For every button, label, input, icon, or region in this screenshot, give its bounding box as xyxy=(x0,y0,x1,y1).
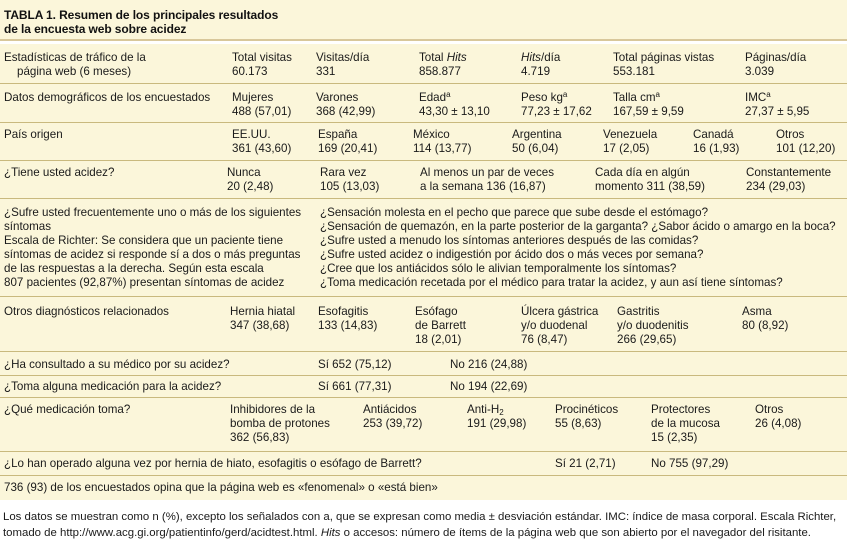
richter-question: ¿Sensación molesta en el pecho que parece que sube desde el estómago? xyxy=(320,206,709,219)
pais-canada-value: 16 (1,93) xyxy=(693,142,740,155)
demo-mujeres-value: 488 (57,01) xyxy=(232,105,292,118)
trafico-visitas-dia-header: Visitas/día xyxy=(316,51,370,64)
richter-left-line: síntomas de acidez si responde sí a dos o más preguntas xyxy=(4,248,301,261)
richter-question: ¿Sufre usted a menudo los síntomas anteriores después de las comidas? xyxy=(320,234,699,247)
operado-si: Sí 21 (2,71) xyxy=(555,457,616,470)
trafico-paginas-dia-header: Páginas/día xyxy=(745,51,807,64)
med-protectores-header-2: de la mucosa xyxy=(651,417,720,430)
richter-left-line: Escala de Richter: Se considera que un paciente tiene xyxy=(4,234,284,247)
otros-diag-label: Otros diagnósticos relacionados xyxy=(4,305,169,318)
diag-barrett-header-2: de Barrett xyxy=(415,319,466,332)
pais-eeuu-header: EE.UU. xyxy=(232,128,271,141)
med-ibp-header-2: bomba de protones xyxy=(230,417,330,430)
diag-gastritis-header-2: y/o duodenitis xyxy=(617,319,689,332)
diag-ulcera-header: Úlcera gástrica xyxy=(521,305,599,318)
footnote-line1: Los datos se muestran como n (%), excepto los señalados con a, que se expresan como media ± desviación estándar. IMC: índice de masa corporal. Escala Richter, xyxy=(3,511,837,523)
trafico-total-hits-value: 858.877 xyxy=(419,65,461,78)
acidez-rara-vez-header: Rara vez xyxy=(320,166,367,179)
demo-peso-value: 77,23 ± 17,62 xyxy=(521,105,592,118)
med-protectores-header: Protectores xyxy=(651,403,711,416)
opinion-text: 736 (93) de los encuestados opina que la página web es «fenomenal» o «está bien» xyxy=(4,481,438,494)
diag-gastritis-header: Gastritis xyxy=(617,305,660,318)
pais-argentina-value: 50 (6,04) xyxy=(512,142,559,155)
diag-esofagitis-header: Esofagitis xyxy=(318,305,369,318)
demo-varones-value: 368 (42,99) xyxy=(316,105,376,118)
diag-hernia-value: 347 (38,68) xyxy=(230,319,290,332)
acidez-cada-dia-value: momento 311 (38,59) xyxy=(595,180,705,193)
med-antih2-value: 191 (29,98) xyxy=(467,417,527,430)
pais-venezuela-value: 17 (2,05) xyxy=(603,142,650,155)
richter-left-line: de las respuestas a la derecha. Según esta escala xyxy=(4,262,264,275)
pais-mexico-value: 114 (13,77) xyxy=(413,142,472,155)
row-divider xyxy=(0,83,847,84)
med-ibp-header: Inhibidores de la xyxy=(230,403,316,416)
diag-gastritis-value: 266 (29,65) xyxy=(617,333,677,346)
trafico-paginas-dia-value: 3.039 xyxy=(745,65,775,78)
acidez-par-veces-value: a la semana 136 (16,87) xyxy=(420,180,546,193)
diag-ulcera-value: 76 (8,47) xyxy=(521,333,568,346)
med-otros-header: Otros xyxy=(755,403,784,416)
trafico-paginas-value: 553.181 xyxy=(613,65,655,78)
medicacion-label: ¿Toma alguna medicación para la acidez? xyxy=(4,380,222,393)
operado-label: ¿Lo han operado alguna vez por hernia de hiato, esofagitis o esófago de Barrett? xyxy=(4,457,422,470)
row-divider xyxy=(0,198,847,199)
richter-question: ¿Sufre usted acidez o indigestión por ácido dos o más veces por semana? xyxy=(320,248,704,261)
consultado-no: No 216 (24,88) xyxy=(450,358,528,371)
demo-peso-header: Peso $kg^a$ xyxy=(521,90,568,104)
demo-imc-header: IMC$^a$ xyxy=(745,90,771,104)
medicacion-si: Sí 661 (77,31) xyxy=(318,380,392,393)
richter-left-line: síntomas xyxy=(4,220,52,233)
pais-otros-value: 101 (12,20) xyxy=(776,142,836,155)
demo-talla-header: Talla $cm^a$ xyxy=(613,90,660,104)
pais-espana-value: 169 (20,41) xyxy=(318,142,378,155)
row-divider xyxy=(0,451,847,452)
consultado-label: ¿Ha consultado a su médico por su acidez? xyxy=(4,358,230,371)
row-divider xyxy=(0,475,847,476)
table-title-line1: TABLA 1. Resumen de los principales resultados xyxy=(4,8,279,22)
diag-ulcera-header-2: y/o duodenal xyxy=(521,319,588,332)
med-protectores-value: 15 (2,35) xyxy=(651,431,698,444)
pais-otros-header: Otros xyxy=(776,128,805,141)
demo-mujeres-header: Mujeres xyxy=(232,91,274,104)
trafico-label: Estadísticas de tráfico de la xyxy=(4,51,146,64)
acidez-constantemente-header: Constantemente xyxy=(746,166,832,179)
med-procineticos-header: Procinéticos xyxy=(555,403,619,416)
pais-label: País origen xyxy=(4,128,63,141)
diag-asma-value: 80 (8,92) xyxy=(742,319,789,332)
pais-espana-header: España xyxy=(318,128,358,141)
med-otros-value: 26 (4,08) xyxy=(755,417,802,430)
row-divider xyxy=(0,160,847,161)
pais-mexico-header: México xyxy=(413,128,450,141)
med-procineticos-value: 55 (8,63) xyxy=(555,417,602,430)
diag-barrett-value: 18 (2,01) xyxy=(415,333,462,346)
consultado-si: Sí 652 (75,12) xyxy=(318,358,392,371)
trafico-label-2: página web (6 meses) xyxy=(17,65,132,78)
operado-no: No 755 (97,29) xyxy=(651,457,729,470)
med-antiacidos-value: 253 (39,72) xyxy=(363,417,423,430)
richter-left-line: 807 pacientes (92,87%) presentan síntomas de acidez xyxy=(4,276,285,289)
row-divider xyxy=(0,375,847,376)
diag-barrett-header: Esófago xyxy=(415,305,458,318)
richter-question: ¿Cree que los antiácidos sólo le alivian temporalmente los síntomas? xyxy=(320,262,677,275)
trafico-hits-dia-value: 4.719 xyxy=(521,65,551,78)
que-medicacion-label: ¿Qué medicación toma? xyxy=(4,403,131,416)
demo-edad-header: Edad$^a$ xyxy=(419,90,451,104)
pais-eeuu-value: 361 (43,60) xyxy=(232,142,292,155)
row-divider xyxy=(0,397,847,398)
pais-argentina-header: Argentina xyxy=(512,128,562,141)
trafico-paginas-header: Total páginas vistas xyxy=(613,51,715,64)
med-antiacidos-header: Antiácidos xyxy=(363,403,417,416)
diag-esofagitis-value: 133 (14,83) xyxy=(318,319,378,332)
acidez-nunca-value: 20 (2,48) xyxy=(227,180,274,193)
richter-question: ¿Toma medicación recetada por el médico para tratar la acidez, y aun así tiene síntomas? xyxy=(320,276,783,289)
diag-asma-header: Asma xyxy=(742,305,772,318)
acidez-par-veces-header: Al menos un par de veces xyxy=(420,166,555,179)
trafico-total-hits-header: Total Hits xyxy=(419,51,467,64)
demo-varones-header: Varones xyxy=(316,91,359,104)
med-ibp-value: 362 (56,83) xyxy=(230,431,290,444)
pais-venezuela-header: Venezuela xyxy=(603,128,658,141)
trafico-total-visitas-value: 60.173 xyxy=(232,65,268,78)
med-antih2-header: Anti-$H_2$ xyxy=(467,403,504,417)
demograficos-label: Datos demográficos de los encuestados xyxy=(4,91,211,104)
table-title-line2: de la encuesta web sobre acidez xyxy=(4,22,187,36)
table-title xyxy=(0,0,847,41)
acidez-label: ¿Tiene usted acidez? xyxy=(4,166,115,179)
trafico-total-visitas-header: Total visitas xyxy=(232,51,292,64)
row-divider xyxy=(0,296,847,297)
footnote-line2: tomado de http://www.acg.gi.org/patientinfo/gerd/acidtest.html. Hits o accesos: número de ítems de la página web que son abierto por el navegador del risitante. xyxy=(3,527,811,539)
row-divider xyxy=(0,351,847,352)
acidez-cada-dia-header: Cada día en algún xyxy=(595,166,690,179)
acidez-rara-vez-value: 105 (13,03) xyxy=(320,180,380,193)
diag-hernia-header: Hernia hiatal xyxy=(230,305,296,318)
table-body xyxy=(0,44,847,500)
demo-imc-value: 27,37 ± 5,95 xyxy=(745,105,810,118)
demo-talla-value: 167,59 ± 9,59 xyxy=(613,105,684,118)
acidez-constantemente-value: 234 (29,03) xyxy=(746,180,806,193)
pais-canada-header: Canadá xyxy=(693,128,734,141)
medicacion-no: No 194 (22,69) xyxy=(450,380,528,393)
row-divider xyxy=(0,122,847,123)
acidez-nunca-header: Nunca xyxy=(227,166,261,179)
trafico-hits-dia-header: Hits/día xyxy=(521,51,561,64)
richter-question: ¿Sensación de quemazón, en la parte posterior de la garganta? ¿Sabor ácido o amargo en la boca? xyxy=(320,220,836,233)
richter-left-line: ¿Sufre usted frecuentemente uno o más de los siguientes xyxy=(4,206,302,219)
demo-edad-value: 43,30 ± 13,10 xyxy=(419,105,490,118)
trafico-visitas-dia-value: 331 xyxy=(316,65,336,78)
